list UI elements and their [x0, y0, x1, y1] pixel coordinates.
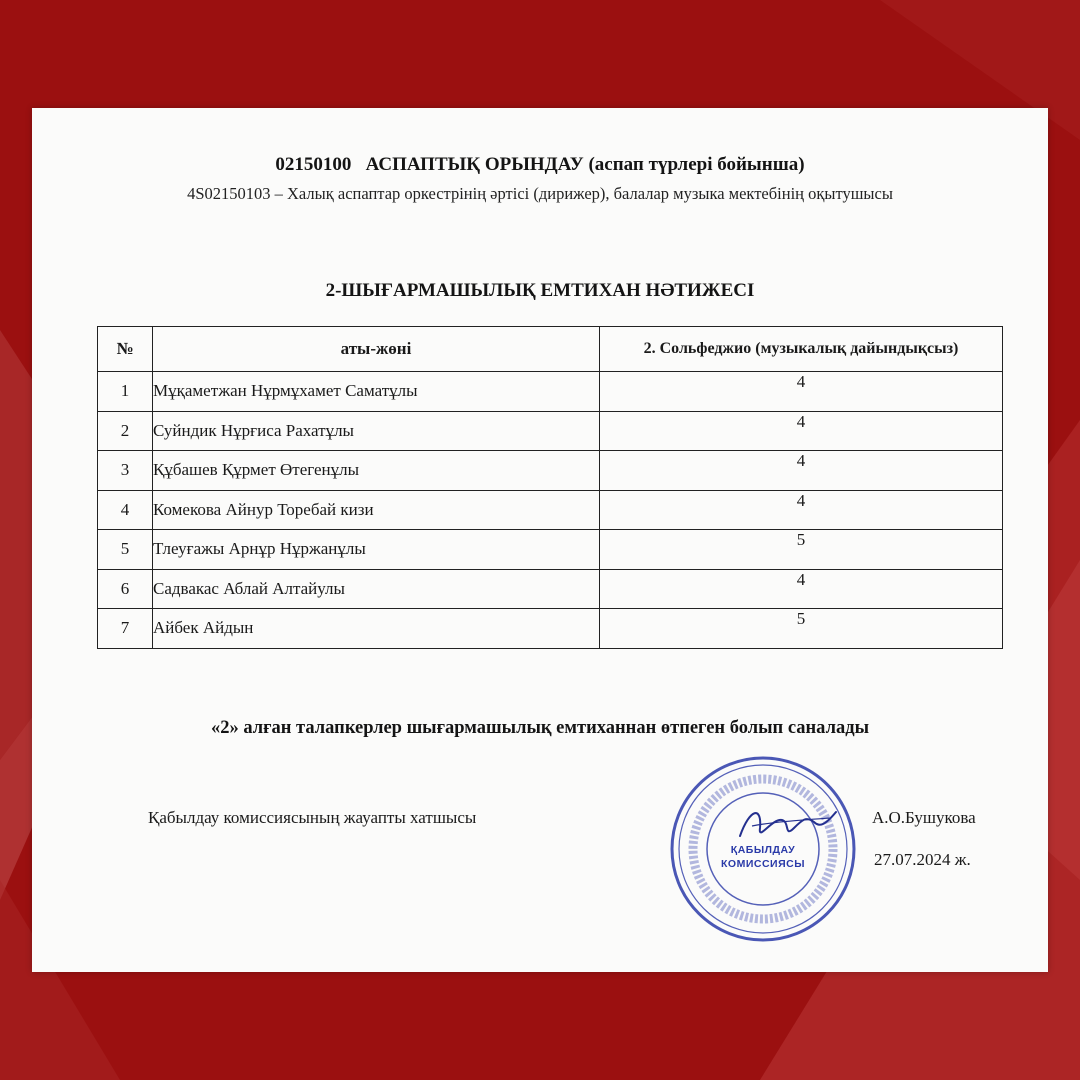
row-number: 7 [98, 609, 153, 649]
table-row [98, 530, 1003, 570]
header-name: аты-жөні [153, 327, 600, 372]
row-name: Құбашев Құрмет Өтегенұлы [153, 451, 600, 491]
row-name: Суйндик Нұрғиса Рахатұлы [153, 411, 600, 451]
table-row [98, 411, 1003, 451]
table-row [98, 451, 1003, 491]
document-date: 27.07.2024 ж. [874, 850, 971, 869]
row-number: 6 [98, 569, 153, 609]
row-grade: 5 [600, 530, 1003, 570]
table-header-row [98, 327, 1003, 372]
secretary-name: А.О.Бушукова [872, 808, 976, 827]
row-grade: 4 [600, 411, 1003, 451]
exam-heading: 2-ШЫҒАРМАШЫЛЫҚ ЕМТИХАН НӘТИЖЕСІ [325, 280, 755, 301]
row-number: 3 [98, 451, 153, 491]
row-grade: 4 [600, 451, 1003, 491]
document-subtitle: 4S02150103 – Халық аспаптар оркестрінің әртісі (дирижер), балалар музыка мектебінің оқытушысы [187, 184, 893, 203]
row-number: 1 [98, 372, 153, 412]
row-name: Мұқаметжан Нұрмұхамет Саматұлы [153, 372, 600, 412]
row-number: 4 [98, 490, 153, 530]
row-name: Садвакас Аблай Алтайулы [153, 569, 600, 609]
row-name: Айбек Айдын [153, 609, 600, 649]
row-name: Комекова Айнур Торебай кизи [153, 490, 600, 530]
row-grade: 5 [600, 609, 1003, 649]
secretary-label: Қабылдау комиссиясының жауапты хатшысы [148, 808, 477, 827]
row-name: Тлеуғажы Арнұр Нұржанұлы [153, 530, 600, 570]
row-number: 5 [98, 530, 153, 570]
document-title: 02150100 АСПАПТЫҚ ОРЫНДАУ (аспап түрлері бойынша) [275, 154, 805, 175]
row-grade: 4 [600, 372, 1003, 412]
table-row [98, 569, 1003, 609]
header-number: № [98, 327, 153, 372]
header-grade: 2. Сольфеджио (музыкалық дайындықсыз) [600, 327, 1003, 372]
table-row [98, 372, 1003, 412]
conclusion-note: «2» алған талапкерлер шығармашылық емтиханнан өтпеген болып саналады [210, 718, 870, 738]
row-grade: 4 [600, 490, 1003, 530]
document-page [32, 108, 1048, 972]
table-row [98, 490, 1003, 530]
results-body [98, 372, 1003, 649]
table-row [98, 609, 1003, 649]
row-number: 2 [98, 411, 153, 451]
row-grade: 4 [600, 569, 1003, 609]
seal-text-line2: КОМИССИЯСЫ [721, 858, 805, 870]
signature-icon [732, 798, 842, 848]
results-table [97, 326, 1003, 649]
seal-text-line1: ҚАБЫЛДАУ [730, 844, 796, 856]
